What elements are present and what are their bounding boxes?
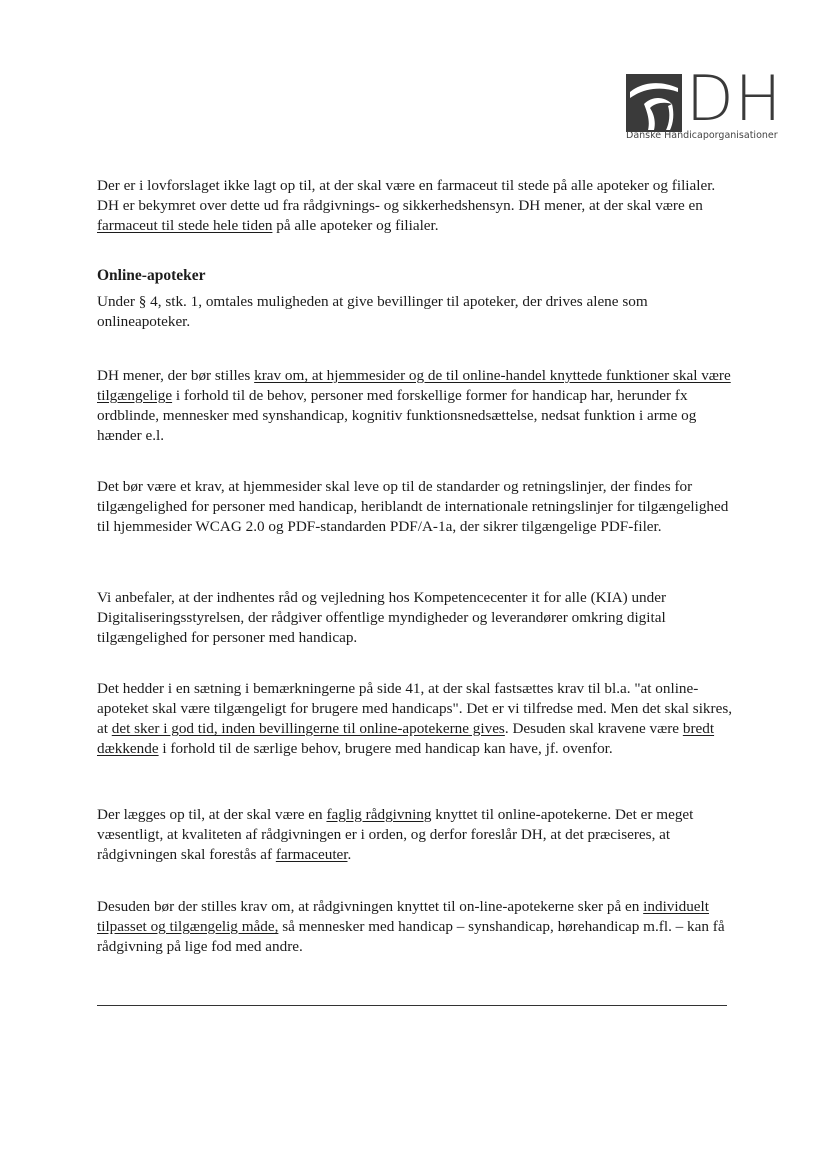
text: . <box>347 846 352 863</box>
text: Der lægges op til, at der skal være en <box>97 806 327 823</box>
text: i forhold til de særlige behov, brugere med handicap kan have, jf. ovenfor. <box>158 740 613 757</box>
text: i forhold til de behov, personer med forskellige former for handicap har, herunder fx ordblinde, mennesker med synshandicap, kognitiv funktionsnedsættelse, nedsat funktion i arme og hænder e.l. <box>97 387 697 444</box>
section-online-apoteker <box>97 266 737 332</box>
text: Det bør være et krav, at hjemmesider skal leve op til de standarder og retningslinjer, der findes for tilgængelighed for personer med handicap, heriblandt de internationale retningslinjer for tilgængelighed til hjemmesider WCAG 2.0 og PDF-standarden PDF/A-1a, der sikrer tilgængelige PDF-filer. <box>97 478 729 535</box>
paragraph-faglig-raadgivning <box>97 805 737 865</box>
section-heading: Online-apoteker <box>97 267 206 284</box>
paragraph-tilgaengelige-hjemmesider <box>97 366 737 446</box>
paragraph-bevillinger: Under § 4, stk. 1, omtales muligheden at give bevillinger til apoteker, der drives alene som onlineapoteker. <box>97 293 648 330</box>
text: Vi anbefaler, at der indhentes råd og vejledning hos Kompetencecenter it for alle (KIA) under Digitaliseringsstyrelsen, der rådgiver offentlige myndigheder og leverandører omkring digital tilgængelighed for personer med handicap. <box>97 589 667 646</box>
horizontal-rule <box>97 1005 727 1006</box>
text: på alle apoteker og filialer. <box>272 217 439 234</box>
underlined-text: det sker i god tid, inden bevillingerne til online-apotekerne gives <box>111 720 505 737</box>
text: DH mener, der bør stilles <box>97 367 255 384</box>
text: Der er i lovforslaget ikke lagt op til, at der skal være en farmaceut til stede på alle apoteker og filialer. DH er bekymret over dette ud fra rådgivnings- og sikkerhedshensyn. DH mener, at der skal være en <box>97 177 716 214</box>
paragraph-individuelt-tilpasset <box>97 897 737 957</box>
dh-logo <box>624 62 794 148</box>
text: Desuden bør der stilles krav om, at rådgivningen knyttet til on-line-apotekerne sker på en <box>97 898 644 915</box>
paragraph-wcag <box>97 477 737 537</box>
paragraph-farmaceut <box>97 176 737 236</box>
underlined-text: bredt dækkende <box>97 720 715 757</box>
text: så mennesker med handicap – synshandicap, hørehandicap m.fl. – kan få rådgivning på lige fod med andre. <box>97 918 725 955</box>
underlined-text: farmaceuter <box>275 846 348 863</box>
underlined-text: krav om, at hjemmesider og de til online-handel knyttede funktioner skal være tilgængelige <box>97 367 731 404</box>
underlined-text: farmaceut til stede hele tiden <box>97 217 273 234</box>
text: . Desuden skal kravene være <box>504 720 683 737</box>
underlined-text: faglig rådgivning <box>326 806 432 823</box>
dh-logo-icon <box>626 74 682 132</box>
paragraph-kia <box>97 588 737 648</box>
dh-logo-subtitle: Danske Handicaporganisationer <box>626 130 778 141</box>
paragraph-bemaerkninger <box>97 679 737 759</box>
text: Det hedder i en sætning i bemærkningerne på side 41, at der skal fastsættes krav til bl.a. "at online-apoteket skal være tilgængeligt for brugere med handicaps". Det er vi tilfredse med. Men det skal sikres, at <box>97 680 733 737</box>
dh-logo-letters: DH <box>686 62 783 135</box>
underlined-text: individuelt tilpasset og tilgængelig måde, <box>97 898 709 935</box>
text: knyttet til online-apotekerne. Det er meget væsentligt, at kvaliteten af rådgivningen er i orden, og derfor foreslår DH, at det præciseres, at rådgivningen skal forestås af <box>97 806 694 863</box>
